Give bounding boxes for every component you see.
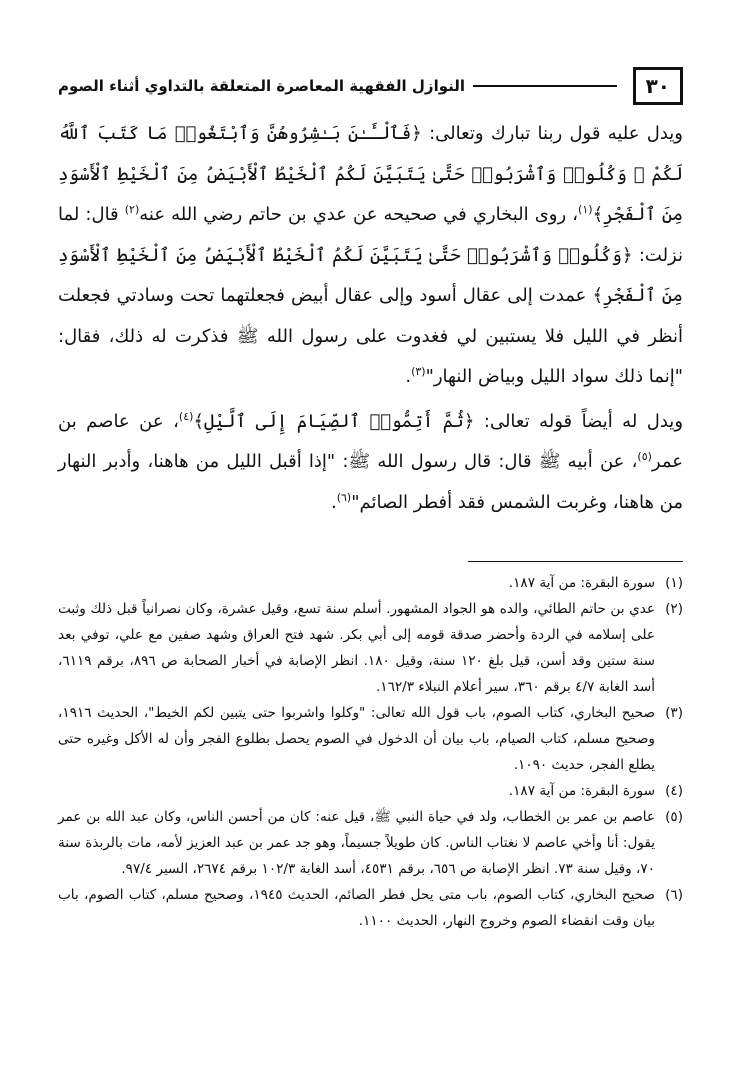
footnote-ref[interactable]: (٣) — [411, 365, 426, 378]
text-run: ، عن عاصم بن عمر — [58, 410, 683, 472]
quran-verse: ﴿وَكُلُوا۟ وَٱشْرَبُوا۟ حَتَّىٰ يَتَبَيَّنَ لَكُمُ ٱلْخَيْطُ ٱلْأَبْيَضُ مِنَ ٱلْخَيْطِ ٱلْأَسْوَدِ مِنَ ٱلْفَجْرِ﴾ — [58, 244, 683, 306]
footnote — [58, 570, 683, 596]
footnote-number: (٣) — [665, 705, 683, 721]
footnote — [58, 882, 683, 934]
footnote-number: (٤) — [665, 783, 683, 799]
page-number: ٣٠ — [633, 67, 683, 105]
footnote-ref[interactable]: (١) — [578, 203, 593, 216]
footnote-text: صحيح البخاري، كتاب الصوم، باب متى يحل فطر الصائم، الحديث ١٩٤٥، وصحيح مسلم، كتاب الصوم، باب بيان وقت انقضاء الصوم وخروج النهار، الحديث ١١٠٠. — [58, 887, 655, 929]
footnote-number: (١) — [665, 575, 683, 591]
footnote — [58, 700, 683, 778]
header-rule — [473, 85, 617, 87]
footnote-number: (٢) — [665, 601, 683, 617]
footnote-number: (٦) — [665, 887, 683, 903]
footnote-ref[interactable]: (٢) — [124, 203, 140, 216]
text-run: ويدل عليه قول ربنا تبارك وتعالى: — [421, 123, 683, 144]
footnote-text: عدي بن حاتم الطائي، والده هو الجواد المشهور. أسلم سنة تسع، وقيل عشرة، وكان نصرانياً قبل ذلك وثبت على إسلامه في الردة وأحضر صدقة قومه إلى أبي بكر. شهد فتح العراق وشهد صفين مع علي، توفي بعد سنة ستين وقد أسن، قيل بلغ ١٢٠ سنة، وقيل ١٨٠. انظر الإصابة في أخبار الصحابة ص ٨٩٦، برقم ٦١١٩، أسد الغابة ٤/٧ برقم ٣٦٠، سير أعلام النبلاء ١٦٢/٣. — [58, 601, 656, 695]
footnote-ref[interactable]: (٥) — [637, 450, 652, 463]
footnote-text: صحيح البخاري، كتاب الصوم، باب قول الله تعالى: "وكلوا واشربوا حتى يتبين لكم الخيط"، الحديث ١٩١٦، وصحيح مسلم، كتاب الصيام، باب بيان أن الدخول في الصوم يحصل بطلوع الفجر وأن له الأكل وغيره حتى يطلع الفجر، حديث ١٠٩٠. — [58, 705, 655, 773]
text-run: ، عن أبيه ﷺ قال: قال رسول الله ﷺ: "إذا أقبل الليل من هاهنا، وأدبر النهار من هاهنا، وغربت الشمس فقد أفطر الصائم" — [58, 451, 683, 513]
running-title: النوازل الفقهية المعاصرة المتعلقة بالتداوي أثناء الصوم — [58, 77, 466, 95]
main-text — [58, 114, 683, 523]
quran-verse: ﴿فَٱلْـَٔـٰنَ بَـٰشِرُوهُنَّ وَٱبْتَغُوا۟ مَا كَتَبَ ٱللَّهُ لَكُمْ ۚ وَكُلُوا۟ وَٱشْرَبُوا۟ حَتَّىٰ يَتَبَيَّنَ لَكُمُ ٱلْخَيْطُ ٱلْأَبْيَضُ مِنَ ٱلْخَيْطِ ٱلْأَسْوَدِ مِنَ ٱلْفَجْرِ﴾ — [58, 123, 683, 225]
footnotes — [58, 570, 683, 934]
footnote-separator — [468, 561, 683, 562]
footnote — [58, 804, 683, 882]
footnote-number: (٥) — [665, 809, 683, 825]
footnote-text: عاصم بن عمر بن الخطاب، ولد في حياة النبي ﷺ، قيل عنه: كان من أحسن الناس، وكان عبد الله بن عمر يقول: أنا وأخي عاصم لا نغتاب الناس. كان طويلاً جسيماً، وهو جد عمر بن عبد العزيز لأمه، مات بالربذة سنة ٧٠، وقيل سنة ٧٣. انظر الإصابة ص ٦٥٦، برقم ٤٥٣١، أسد الغابة ١٠٢/٣ برقم ٢٦٧٤، السير ٩٧/٤. — [58, 809, 655, 877]
text-run: ويدل له أيضاً قوله تعالى: — [474, 410, 684, 432]
paragraph-2 — [58, 402, 683, 524]
footnote-text: سورة البقرة: من آية ١٨٧. — [508, 783, 655, 799]
footnote-text: سورة البقرة: من آية ١٨٧. — [508, 575, 655, 591]
footnote-ref[interactable]: (٤) — [178, 409, 194, 423]
quran-verse: ﴿ثُمَّ أَتِمُّوا۟ ٱلصِّيَامَ إِلَى ٱلَّيْلِ﴾ — [193, 410, 475, 432]
text-run: . — [330, 491, 337, 513]
footnote — [58, 596, 683, 700]
running-header — [58, 62, 683, 110]
text-run: عمدت إلى عقال أسود وإلى عقال أبيض فجعلتهما تحت وسادتي فجعلت أنظر في الليل فلا يستبين لي فغدوت على رسول الله ﷺ فذكرت له ذلك، فقال: "إنما ذلك سواد الليل وبياض النهار" — [58, 285, 683, 387]
text-run: ، روى البخاري في صحيحه عن عدي بن حاتم رضي الله عنه — [139, 204, 579, 225]
footnote — [58, 778, 683, 804]
text-run: قال: لما نزلت: — [58, 204, 683, 266]
text-run: . — [405, 366, 412, 387]
paragraph-1 — [58, 114, 683, 398]
footnote-ref[interactable]: (٦) — [336, 490, 352, 504]
